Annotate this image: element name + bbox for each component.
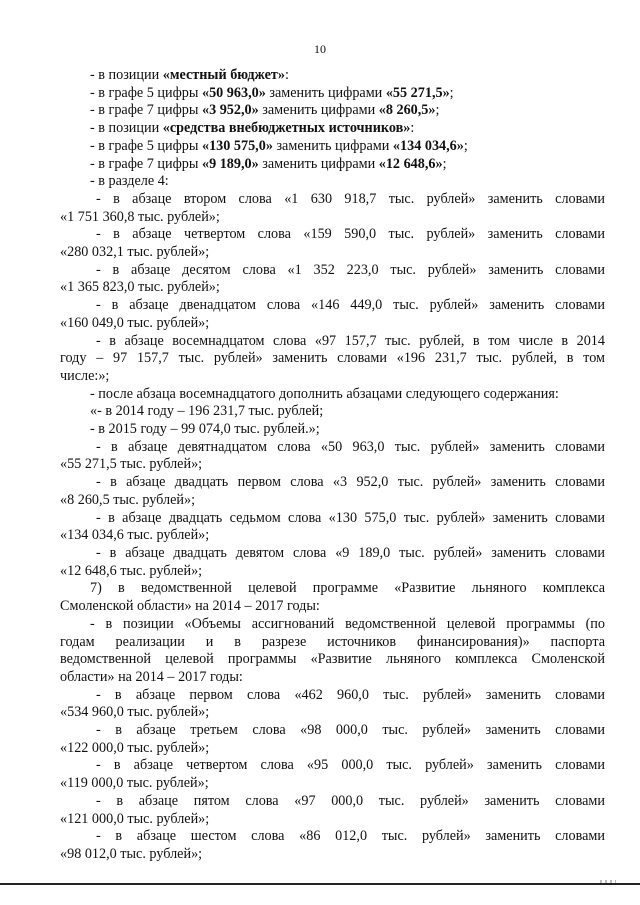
item-line: «534 960,0 тыс. рублей»;: [60, 704, 210, 721]
scan-artifact: [600, 880, 616, 883]
program7-item: [60, 793, 605, 828]
program7-item: [60, 757, 605, 792]
program7-item: [60, 828, 605, 863]
extra-budget-line-col7: - в графе 7 цифры «9 189,0» заменить цифрами «12 648,6»;: [90, 155, 447, 172]
section4-item: [60, 262, 605, 297]
section4-header: - в разделе 4:: [90, 173, 169, 190]
heading-line: 7) в ведомственной целевой программе «Развитие льняного комплекса: [90, 580, 605, 597]
program7-position: [60, 616, 605, 687]
item-line: «122 000,0 тыс. рублей»;: [60, 739, 210, 756]
item-line: - в абзаце двадцать первом слова «3 952,0 тыс. рублей» заменить словами: [96, 474, 605, 491]
program7-item: [60, 687, 605, 722]
section4-item: [60, 545, 605, 580]
page-bottom-rule: [0, 883, 640, 885]
item-line: - в абзаце двадцать девятом слова «9 189,0 тыс. рублей» заменить словами: [96, 544, 605, 561]
item-line: «12 648,6 тыс. рублей»;: [60, 562, 203, 579]
position-line: годам реализации и в разрезе источников финансирования)» паспорта: [60, 633, 605, 650]
item-line: - в абзаце первом слова «462 960,0 тыс. рублей» заменить словами: [96, 686, 605, 703]
item-line: - в абзаце пятом слова «97 000,0 тыс. рублей» заменить словами: [96, 792, 605, 809]
extra-budget-line-col5: - в графе 5 цифры «130 575,0» заменить цифрами «134 034,6»;: [90, 137, 468, 154]
item-line: - в абзаце восемнадцатом слова «97 157,7 тыс. рублей, в том числе в 2014: [96, 332, 605, 349]
local-budget-header: - в позиции «местный бюджет»:: [90, 67, 289, 83]
heading-line: Смоленской области» на 2014 – 2017 годы:: [60, 598, 320, 615]
local-budget-line-col5: - в графе 5 цифры «50 963,0» заменить цифрами «55 271,5»;: [90, 84, 454, 101]
item-line: - в абзаце четвертом слова «159 590,0 тыс. рублей» заменить словами: [96, 226, 605, 243]
item-line: числе:»;: [60, 367, 110, 384]
item-line: году – 97 157,7 тыс. рублей» заменить словами «196 231,7 тыс. рублей, в том: [60, 350, 605, 367]
item-line: «8 260,5 тыс. рублей»;: [60, 491, 196, 508]
item-line: - в абзаце четвертом слова «95 000,0 тыс. рублей» заменить словами: [96, 757, 605, 774]
item-line: «160 049,0 тыс. рублей»;: [60, 314, 210, 331]
section4-item: [60, 439, 605, 474]
item-line: «55 271,5 тыс. рублей»;: [60, 456, 203, 473]
local-budget-line-col7: - в графе 7 цифры «3 952,0» заменить цифрами «8 260,5»;: [90, 102, 440, 119]
item-line: - в абзаце шестом слова «86 012,0 тыс. рублей» заменить словами: [96, 828, 605, 845]
item-line: «98 012,0 тыс. рублей»;: [60, 845, 203, 862]
extra-budget-header: - в позиции «средства внебюджетных источников»:: [90, 120, 415, 137]
position-line: области» на 2014 – 2017 годы:: [60, 668, 243, 685]
item-line: «280 032,1 тыс. рублей»;: [60, 244, 210, 261]
item-line: «121 000,0 тыс. рублей»;: [60, 810, 210, 827]
year-2015-line: - в 2015 году – 99 074,0 тыс. рублей.»;: [90, 421, 320, 438]
after-paragraph-line: - после абзаца восемнадцатого дополнить абзацами следующего содержания:: [90, 385, 559, 402]
item-line: «119 000,0 тыс. рублей»;: [60, 775, 209, 792]
item-line: - в абзаце третьем слова «98 000,0 тыс. рублей» заменить словами: [96, 722, 605, 739]
year-2014-line: «- в 2014 году – 196 231,7 тыс. рублей;: [90, 403, 324, 420]
position-line: ведомственной целевой программы «Развитие льняного комплекса Смоленской: [60, 651, 605, 668]
item-line: - в абзаце двадцать седьмом слова «130 575,0 тыс. рублей» заменить словами: [96, 509, 605, 526]
section4-item: [60, 297, 605, 332]
program7-heading: [60, 580, 605, 615]
position-line: - в позиции «Объемы ассигнований ведомственной целевой программы (по: [90, 615, 605, 632]
section4-item: [60, 191, 605, 226]
program7-item: [60, 722, 605, 757]
item-line: «134 034,6 тыс. рублей»;: [60, 527, 210, 544]
document-body: [60, 67, 605, 864]
section4-item: [60, 474, 605, 509]
section4-item: [60, 510, 605, 545]
item-line: - в абзаце девятнадцатом слова «50 963,0 тыс. рублей» заменить словами: [96, 438, 605, 455]
item-line: «1 365 823,0 тыс. рублей»;: [60, 279, 220, 296]
item-line: - в абзаце десятом слова «1 352 223,0 тыс. рублей» заменить словами: [96, 261, 605, 278]
section4-item-eighteenth: [60, 333, 605, 386]
item-line: «1 751 360,8 тыс. рублей»;: [60, 208, 220, 225]
item-line: - в абзаце втором слова «1 630 918,7 тыс. рублей» заменить словами: [96, 190, 605, 207]
page-number: 10: [314, 42, 326, 56]
section4-item: [60, 226, 605, 261]
item-line: - в абзаце двенадцатом слова «146 449,0 тыс. рублей» заменить словами: [96, 297, 605, 314]
